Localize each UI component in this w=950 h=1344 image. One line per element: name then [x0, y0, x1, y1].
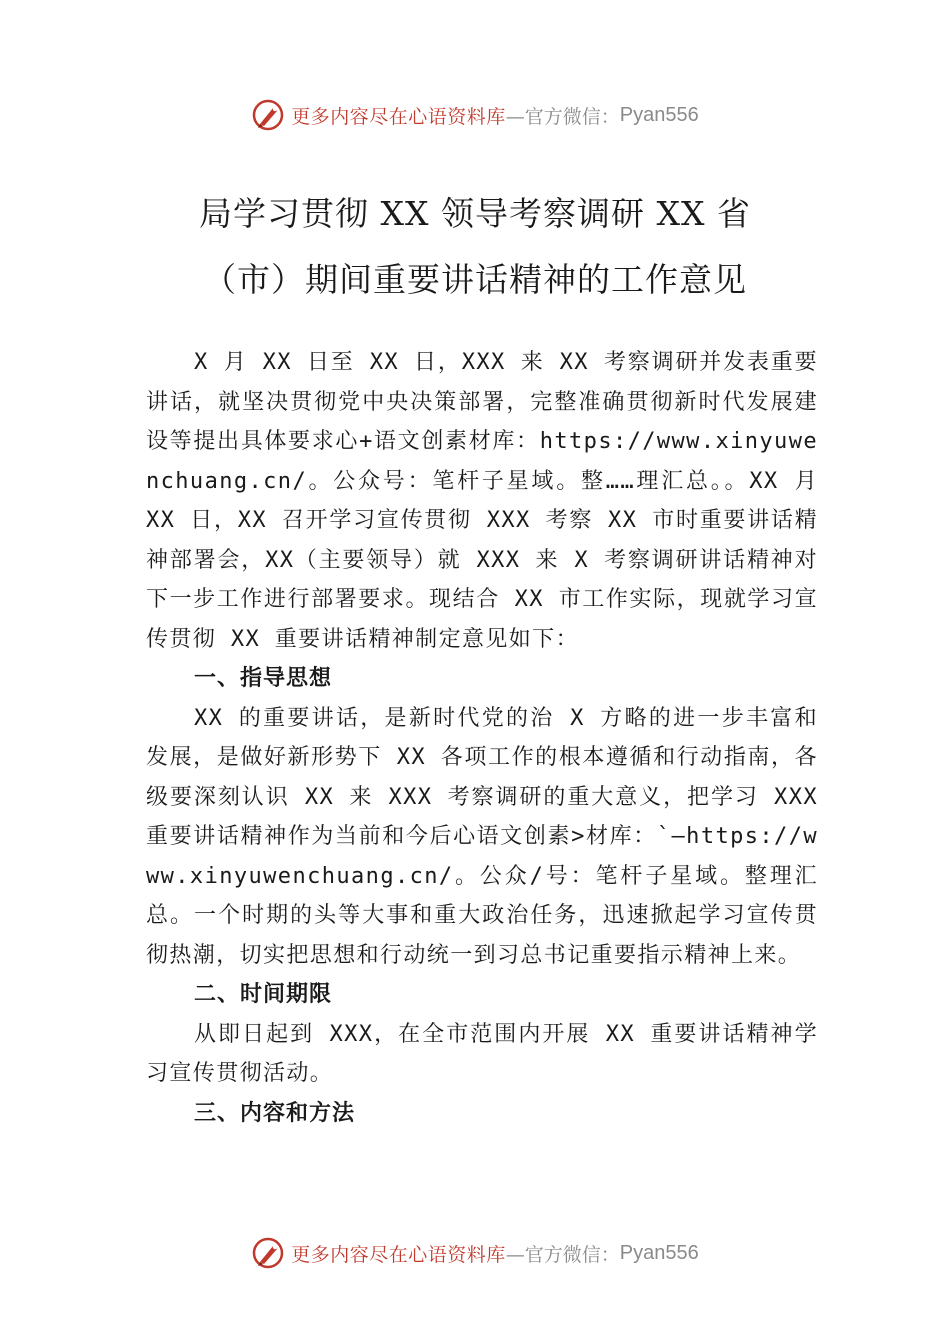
section-heading-guiding-thought: 一、指导思想 [194, 666, 333, 691]
pen-logo-icon [251, 98, 285, 132]
banner-wechat-account: Pyan556 [619, 1241, 699, 1264]
paragraph-intro: X 月 XX 日至 XX 日，XXX 来 XX 考察调研并发表重要讲话，就坚决贯彻党中央决策部署，完整准确贯彻新时代发展建设等提出具体要求心+语文创素材库：https://www.xinyuwenchuang.cn/。公众号：笔杆子星域。整……理汇总。。XX 月 XX 日，XX 召开学习宣传贯彻 XXX 考察 XX 市时重要讲话精神部署会，XX（主要领导）就 XXX 来 X 考察调研讲话精神对下一步工作进行部署要求。现结合 XX 市工作实际，现就学习宣传贯彻 XX 重要讲话精神制定意见如下： [146, 350, 818, 652]
pen-logo-icon [251, 1236, 285, 1270]
section-heading-time-limit: 二、时间期限 [194, 982, 333, 1007]
banner-wechat-account: Pyan556 [619, 103, 699, 126]
banner-wechat-label: —官方微信： [505, 1243, 620, 1266]
document-title-line-1: 局学习贯彻 XX 领导考察调研 XX 省 [199, 194, 751, 233]
footer-banner [0, 1233, 950, 1273]
paragraph-time-limit: 从即日起到 XXX，在全市范围内开展 XX 重要讲话精神学习宣传贯彻活动。 [146, 1021, 818, 1086]
document-body [146, 343, 818, 1133]
section-heading-content-method: 三、内容和方法 [194, 1100, 356, 1126]
banner-slogan: 更多内容尽在心语资料库 [291, 1243, 506, 1266]
banner-slogan: 更多内容尽在心语资料库 [291, 105, 506, 128]
document-title-line-2: （市）期间重要讲话精神的工作意见 [203, 260, 747, 299]
banner-wechat-label: —官方微信： [505, 105, 620, 128]
header-banner [0, 95, 950, 135]
paragraph-guiding-thought: XX 的重要讲话，是新时代党的治 X 方略的进一步丰富和发展，是做好新形势下 XX 各项工作的根本遵循和行动指南，各级要深刻认识 XX 来 XXX 考察调研的重大意义，把学习 XXX 重要讲话精神作为当前和今后心语文创素>材库：`—https://www.xinyuwenchuang.cn/。公众/号：笔杆子星域。整理汇总。一个时期的头等大事和重大政治任务，迅速掀起学习宣传贯彻热潮，切实把思想和行动统一到习总书记重要指示精神上来。 [146, 705, 818, 968]
